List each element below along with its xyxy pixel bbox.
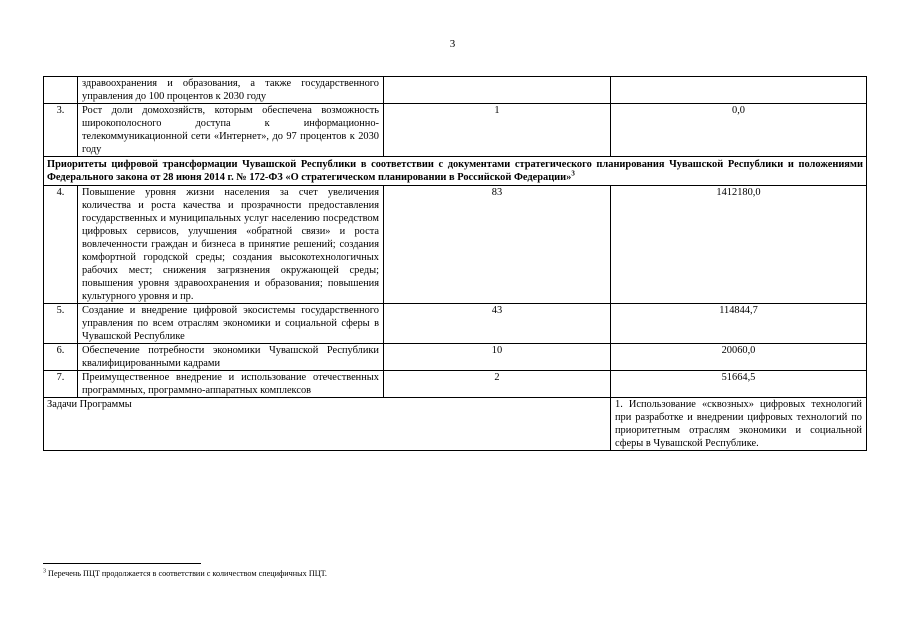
row-description: Преимущественное внедрение и использование отечественных программных, программно-аппаратных комплексов bbox=[78, 371, 384, 398]
table-row bbox=[44, 186, 867, 304]
section-heading bbox=[44, 157, 867, 186]
row-description: Создание и внедрение цифровой экосистемы государственного управления по всем отраслям экономики и социальной сферы в Чувашской Республике bbox=[78, 304, 384, 344]
row-description: Повышение уровня жизни населения за счет увеличения количества и роста качества и прозрачности предоставления государственных и муниципальных услуг населению посредством цифровых сервисов, улучшения «обратной связи» и роста вовлеченности граждан и бизнеса в принятие решений; создания комфортной городской среды; создания высокотехнологичных рабочих мест; снижения загрязнения окружающей среды; повышения уровня здравоохранения и образования; повышения культурного уровня и пр. bbox=[78, 186, 384, 304]
row-number: 6. bbox=[44, 344, 78, 371]
row-description: здравоохранения и образования, а также государственного управления до 100 процентов к 2030 году bbox=[78, 77, 384, 104]
footnote-marker: 3 bbox=[43, 568, 46, 575]
table-row bbox=[44, 371, 867, 398]
row-amount bbox=[611, 77, 867, 104]
footnote-reference: 3 bbox=[571, 169, 575, 178]
row-count bbox=[384, 77, 611, 104]
page-number: 3 bbox=[449, 38, 456, 50]
row-amount: 114844,7 bbox=[611, 304, 867, 344]
row-amount: 20060,0 bbox=[611, 344, 867, 371]
row-count: 2 bbox=[384, 371, 611, 398]
row-number: 3. bbox=[44, 104, 78, 157]
table-row bbox=[44, 104, 867, 157]
tasks-row bbox=[44, 398, 867, 451]
table-row bbox=[44, 344, 867, 371]
row-count: 1 bbox=[384, 104, 611, 157]
row-description: Обеспечение потребности экономики Чувашской Республики квалифицированными кадрами bbox=[78, 344, 384, 371]
row-count: 83 bbox=[384, 186, 611, 304]
section-heading-row bbox=[44, 157, 867, 186]
section-heading-text: Приоритеты цифровой трансформации Чувашской Республики в соответствии с документами стратегического планирования Чувашской Республики и положениями Федерального закона от 28 июня 2014 г. № 172-ФЗ «О стратегическом планировании в Российской Федерации» bbox=[47, 159, 863, 183]
row-count: 10 bbox=[384, 344, 611, 371]
row-number bbox=[44, 77, 78, 104]
tasks-value: 1. Использование «сквозных» цифровых технологий при разработке и внедрении цифровых технологий по приоритетным отраслям экономики и социальной сферы в Чувашской Республике. bbox=[611, 398, 867, 451]
row-number: 5. bbox=[44, 304, 78, 344]
tasks-label: Задачи Программы bbox=[44, 398, 611, 451]
footnote bbox=[43, 569, 327, 579]
footnote-text: Перечень ПЦТ продолжается в соответствии с количеством специфичных ПЦТ. bbox=[46, 569, 327, 578]
row-number: 7. bbox=[44, 371, 78, 398]
row-amount: 0,0 bbox=[611, 104, 867, 157]
row-amount: 51664,5 bbox=[611, 371, 867, 398]
table-row bbox=[44, 77, 867, 104]
program-table bbox=[43, 76, 867, 451]
footnote-divider bbox=[43, 563, 201, 564]
row-count: 43 bbox=[384, 304, 611, 344]
row-number: 4. bbox=[44, 186, 78, 304]
table-row bbox=[44, 304, 867, 344]
row-amount: 1412180,0 bbox=[611, 186, 867, 304]
row-description: Рост доли домохозяйств, которым обеспечена возможность широкополосного доступа к информационно-телекоммуникационной сети «Интернет», до 97 процентов к 2030 году bbox=[78, 104, 384, 157]
